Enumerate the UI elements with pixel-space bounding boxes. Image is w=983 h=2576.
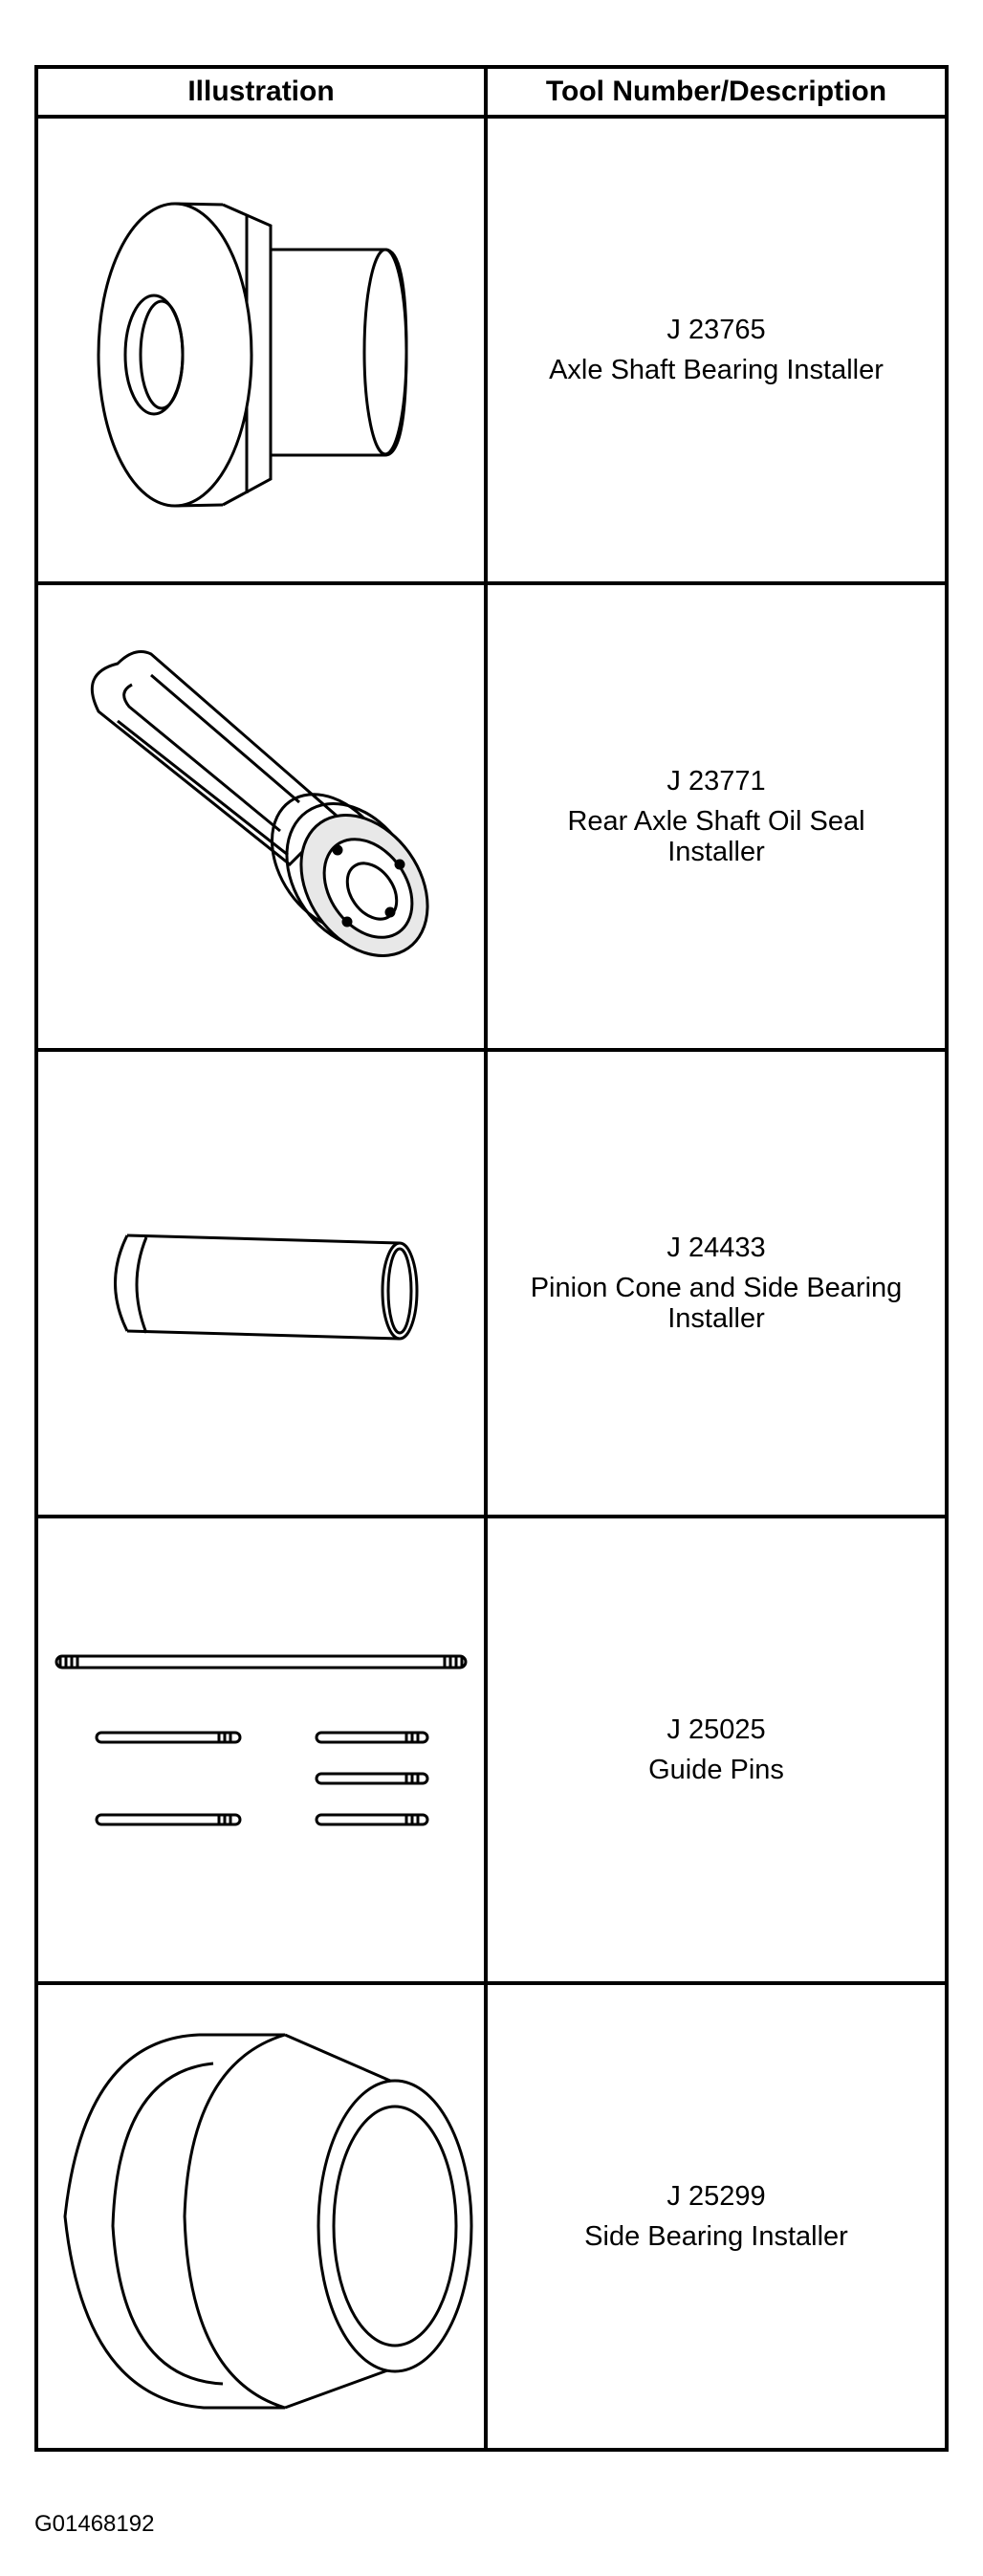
table-header-row bbox=[38, 69, 945, 119]
tool-table bbox=[34, 65, 949, 2452]
tool-number: J 23771 bbox=[666, 766, 766, 797]
table-row bbox=[38, 1052, 945, 1518]
header-illustration: Illustration bbox=[38, 69, 488, 115]
table-row bbox=[38, 119, 945, 585]
header-tool-number-description: Tool Number/Description bbox=[545, 76, 887, 107]
guide-pins-icon bbox=[51, 1606, 471, 1893]
description-cell bbox=[488, 585, 945, 1048]
tube-installer-icon bbox=[70, 1188, 452, 1379]
table-row bbox=[38, 1518, 945, 1985]
illustration-cell bbox=[38, 1518, 488, 1981]
figure-id: G01468192 bbox=[34, 2511, 155, 2537]
oil-seal-installer-icon bbox=[60, 625, 462, 1008]
illustration-cell bbox=[38, 1985, 488, 2448]
table-row bbox=[38, 585, 945, 1052]
tool-number: J 25299 bbox=[666, 2181, 766, 2212]
tool-number: J 25025 bbox=[666, 1714, 766, 1745]
description-cell bbox=[488, 119, 945, 581]
tool-description: Pinion Cone and Side Bearing Installer bbox=[530, 1273, 903, 1334]
illustration-cell bbox=[38, 1052, 488, 1515]
side-bearing-installer-icon bbox=[46, 2006, 476, 2427]
description-cell bbox=[488, 1985, 945, 2448]
tool-description: Guide Pins bbox=[648, 1755, 784, 1785]
tool-number: J 23765 bbox=[666, 315, 766, 345]
description-cell bbox=[488, 1052, 945, 1515]
table-row bbox=[38, 1985, 945, 2448]
description-cell bbox=[488, 1518, 945, 1981]
illustration-cell bbox=[38, 585, 488, 1048]
tool-description: Rear Axle Shaft Oil Seal Installer bbox=[567, 806, 865, 867]
illustration-cell bbox=[38, 119, 488, 581]
tool-description: Axle Shaft Bearing Installer bbox=[549, 355, 884, 385]
tool-number: J 24433 bbox=[666, 1233, 766, 1263]
axle-shaft-bearing-installer-icon bbox=[70, 149, 452, 551]
tool-description: Side Bearing Installer bbox=[584, 2221, 848, 2252]
